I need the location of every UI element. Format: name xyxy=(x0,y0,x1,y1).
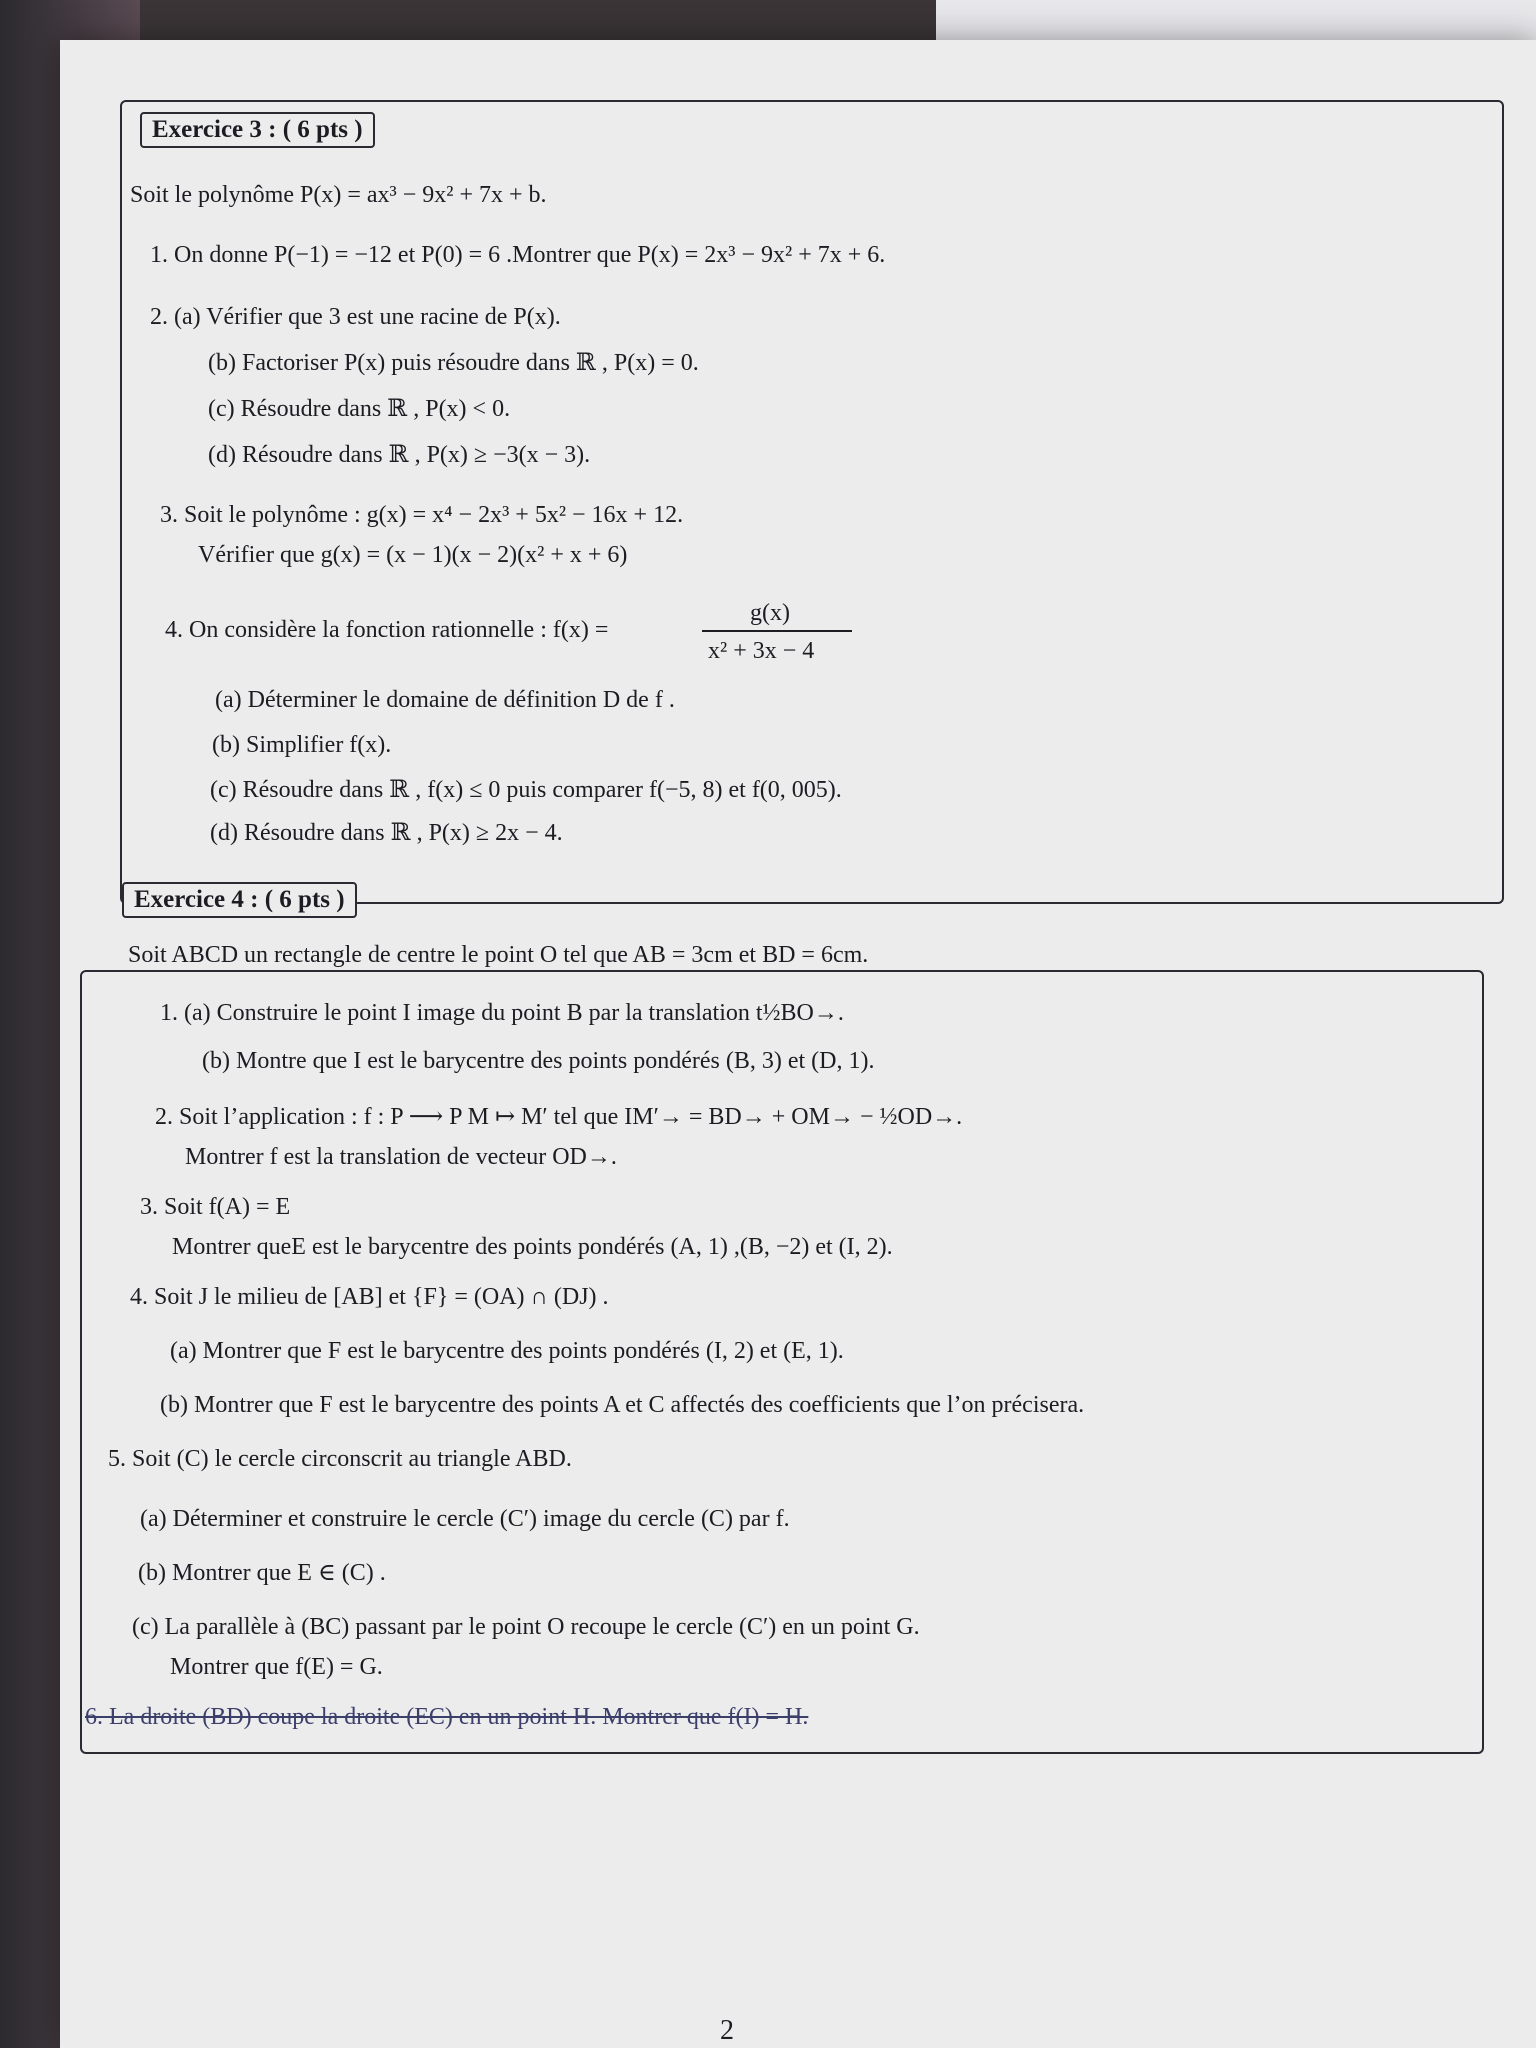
ex3-intro: Soit le polynôme P(x) = ax³ − 9x² + 7x + b. xyxy=(130,182,547,208)
exercise-4-title: Exercice 4 : ( 6 pts ) xyxy=(122,882,357,918)
ex4-q2b: Montrer f est la translation de vecteur OD→. xyxy=(185,1144,617,1170)
ex4-q2: 2. Soit l’application : f : P ⟶ P M ↦ M′ tel que IM′→ = BD→ + OM→ − ½OD→. xyxy=(155,1104,963,1130)
ex4-q1a: 1. (a) Construire le point I image du point B par la translation t½BO→. xyxy=(160,1000,844,1026)
ex3-q4-fraction-numerator: g(x) xyxy=(750,600,790,626)
ex3-q4c: (c) Résoudre dans ℝ , f(x) ≤ 0 puis comparer f(−5, 8) et f(0, 005). xyxy=(210,777,842,803)
ex3-q4: 4. On considère la fonction rationnelle : f(x) = xyxy=(165,617,609,643)
ex3-q3: 3. Soit le polynôme : g(x) = x⁴ − 2x³ + 5x² − 16x + 12. xyxy=(160,502,684,528)
ex4-intro: Soit ABCD un rectangle de centre le point O tel que AB = 3cm et BD = 6cm. xyxy=(128,942,869,968)
ex3-q4-fraction-denominator: x² + 3x − 4 xyxy=(708,638,815,664)
ex4-q4b: (b) Montrer que F est le barycentre des points A et C affectés des coefficients que l’on précisera. xyxy=(160,1392,1085,1418)
page-number: 2 xyxy=(720,2015,734,2046)
ex3-q3b: Vérifier que g(x) = (x − 1)(x − 2)(x² + x + 6) xyxy=(198,542,628,568)
ex3-q4-fraction-bar xyxy=(702,630,852,632)
ex3-q1: 1. On donne P(−1) = −12 et P(0) = 6 .Montrer que P(x) = 2x³ − 9x² + 7x + 6. xyxy=(150,242,886,268)
ex3-q2b: (b) Factoriser P(x) puis résoudre dans ℝ , P(x) = 0. xyxy=(208,350,699,376)
ex4-q3: 3. Soit f(A) = E xyxy=(140,1194,291,1220)
ex4-q5c: (c) La parallèle à (BC) passant par le point O recoupe le cercle (C′) en un point G. xyxy=(132,1614,920,1640)
ex3-q4a: (a) Déterminer le domaine de définition D de f . xyxy=(215,687,675,713)
ex4-q6-crossed-out: 6. La droite (BD) coupe la droite (EC) en un point H. Montrer que f(I) = H. xyxy=(85,1704,809,1730)
ex4-q5c2: Montrer que f(E) = G. xyxy=(170,1654,383,1680)
ex4-q4a: (a) Montrer que F est le barycentre des points pondérés (I, 2) et (E, 1). xyxy=(170,1338,844,1364)
ex4-q5b: (b) Montrer que E ∈ (C) . xyxy=(138,1560,386,1586)
ex4-q3b: Montrer queE est le barycentre des points pondérés (A, 1) ,(B, −2) et (I, 2). xyxy=(172,1234,893,1260)
ex4-q1b: (b) Montre que I est le barycentre des points pondérés (B, 3) et (D, 1). xyxy=(202,1048,875,1074)
exam-sheet xyxy=(60,40,1536,2048)
exercise-3-title: Exercice 3 : ( 6 pts ) xyxy=(140,112,375,148)
ex3-q4b: (b) Simplifier f(x). xyxy=(212,732,392,758)
ex4-q5: 5. Soit (C) le cercle circonscrit au triangle ABD. xyxy=(108,1446,572,1472)
ex3-q2c: (c) Résoudre dans ℝ , P(x) < 0. xyxy=(208,396,511,422)
ex3-q4d: (d) Résoudre dans ℝ , P(x) ≥ 2x − 4. xyxy=(210,820,563,846)
ex3-q2d: (d) Résoudre dans ℝ , P(x) ≥ −3(x − 3). xyxy=(208,442,591,468)
ex4-q4: 4. Soit J le milieu de [AB] et {F} = (OA) ∩ (DJ) . xyxy=(130,1284,609,1310)
ex4-q5a: (a) Déterminer et construire le cercle (C′) image du cercle (C) par f. xyxy=(140,1506,790,1532)
ex3-q2a: 2. (a) Vérifier que 3 est une racine de P(x). xyxy=(150,304,561,330)
